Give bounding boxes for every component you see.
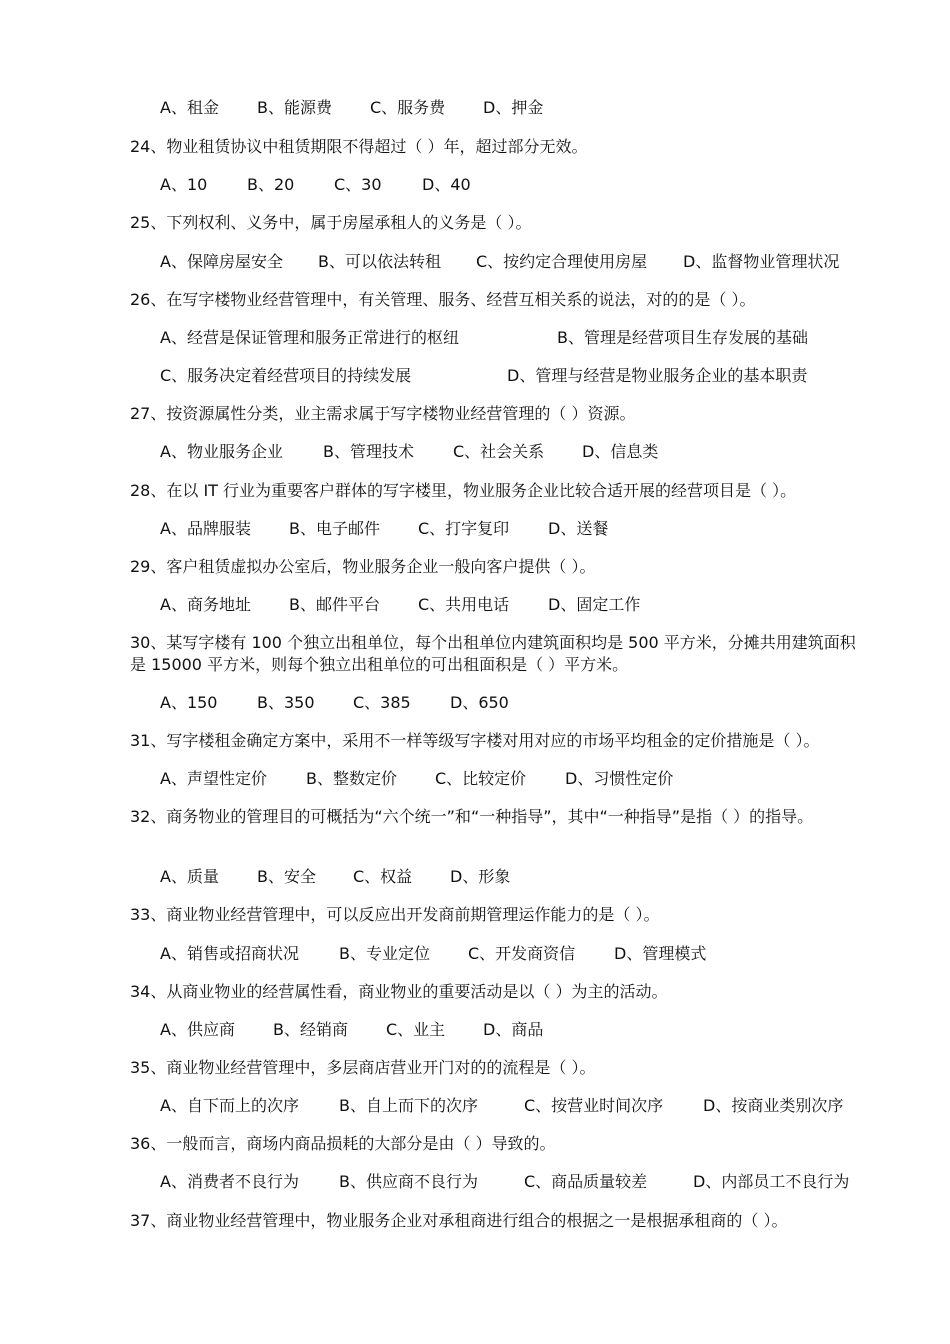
- answer-option: D、形象: [450, 867, 511, 886]
- answer-option: D、押金: [483, 98, 544, 117]
- answer-option: D、商品: [483, 1020, 544, 1039]
- answer-option: C、比较定价: [435, 769, 527, 788]
- answer-option: D、内部员工不良行为: [693, 1172, 850, 1191]
- question-text: 33、商业物业经营管理中，可以反应出开发商前期管理运作能力的是（ ）。: [130, 905, 660, 924]
- answer-option: A、质量: [160, 867, 219, 886]
- question-text: 27、按资源属性分类，业主需求属于写字楼物业经营管理的（ ）资源。: [130, 404, 636, 423]
- question-text: 29、客户租赁虚拟办公室后，物业服务企业一般向客户提供（ ）。: [130, 557, 596, 576]
- answer-option: B、350: [257, 693, 315, 712]
- answer-option: C、30: [334, 175, 382, 194]
- question-text: 31、写字楼租金确定方案中，采用不一样等级写字楼对用对应的市场平均租金的定价措施是（ ）。: [130, 731, 820, 750]
- answer-option: B、邮件平台: [289, 595, 380, 614]
- answer-option: C、服务决定着经营项目的持续发展: [160, 366, 412, 385]
- answer-option: C、权益: [353, 867, 413, 886]
- answer-option: C、服务费: [370, 98, 446, 117]
- answer-option: B、整数定价: [306, 769, 397, 788]
- answer-option: C、385: [353, 693, 411, 712]
- answer-option: C、打字复印: [418, 519, 510, 538]
- answer-option: A、150: [160, 693, 218, 712]
- question-text: 28、在以 IT 行业为重要客户群体的写字楼里，物业服务企业比较合适开展的经营项目是（ ）。: [130, 481, 797, 500]
- answer-option: A、10: [160, 175, 208, 194]
- question-text: 25、下列权利、义务中，属于房屋承租人的义务是（ ）。: [130, 213, 532, 232]
- answer-option: D、监督物业管理状况: [683, 252, 840, 271]
- answer-option: C、共用电话: [418, 595, 510, 614]
- answer-option: D、650: [450, 693, 509, 712]
- answer-option: C、开发商资信: [468, 944, 576, 963]
- answer-option: C、社会关系: [453, 442, 545, 461]
- answer-option: C、按约定合理使用房屋: [476, 252, 648, 271]
- answer-option: B、安全: [257, 867, 316, 886]
- question-text: 36、一般而言，商场内商品损耗的大部分是由（ ）导致的。: [130, 1134, 556, 1153]
- answer-option: A、物业服务企业: [160, 442, 283, 461]
- answer-option: B、电子邮件: [289, 519, 380, 538]
- answer-option: D、习惯性定价: [565, 769, 674, 788]
- answer-option: A、租金: [160, 98, 219, 117]
- answer-option: B、专业定位: [339, 944, 430, 963]
- answer-option: B、管理是经营项目生存发展的基础: [557, 328, 808, 347]
- answer-option: A、销售或招商状况: [160, 944, 299, 963]
- question-text: 26、在写字楼物业经营管理中，有关管理、服务、经营互相关系的说法，对的的是（ ）。: [130, 290, 756, 309]
- answer-option: A、保障房屋安全: [160, 252, 283, 271]
- answer-option: B、经销商: [273, 1020, 348, 1039]
- answer-option: B、能源费: [257, 98, 332, 117]
- answer-option: D、管理模式: [614, 944, 707, 963]
- answer-option: A、品牌服装: [160, 519, 251, 538]
- question-text: 37、商业物业经营管理中，物业服务企业对承租商进行组合的根据之一是根据承租商的（ ）。: [130, 1211, 788, 1230]
- answer-option: B、自上而下的次序: [339, 1096, 478, 1115]
- answer-option: B、管理技术: [323, 442, 414, 461]
- answer-option: B、供应商不良行为: [339, 1172, 478, 1191]
- answer-option: C、业主: [386, 1020, 446, 1039]
- question-text: 34、从商业物业的经营属性看，商业物业的重要活动是以（ ）为主的活动。: [130, 982, 668, 1001]
- answer-option: A、消费者不良行为: [160, 1172, 299, 1191]
- question-text: 32、商务物业的管理目的可概括为“六个统一”和“一种指导”，其中“一种指导”是指（ ）的指导。: [130, 807, 814, 826]
- answer-option: A、自下而上的次序: [160, 1096, 299, 1115]
- answer-option: B、20: [247, 175, 295, 194]
- answer-option: A、声望性定价: [160, 769, 267, 788]
- answer-option: B、可以依法转租: [318, 252, 441, 271]
- answer-option: D、固定工作: [548, 595, 641, 614]
- answer-option: C、商品质量较差: [524, 1172, 648, 1191]
- question-text: 24、物业租赁协议中租赁期限不得超过（ ）年，超过部分无效。: [130, 137, 588, 156]
- answer-option: D、管理与经营是物业服务企业的基本职责: [507, 366, 808, 385]
- question-text: 30、某写字楼有 100 个独立出租单位，每个出租单位内建筑面积均是 500 平方米，分摊共用建筑面积是 15000 平方米，则每个独立出租单位的可出租面积是（ ）平方米。: [130, 633, 856, 674]
- answer-option: C、按营业时间次序: [524, 1096, 664, 1115]
- answer-option: A、供应商: [160, 1020, 235, 1039]
- answer-option: D、40: [422, 175, 471, 194]
- answer-option: A、商务地址: [160, 595, 251, 614]
- answer-option: D、按商业类别次序: [703, 1096, 844, 1115]
- answer-option: D、信息类: [582, 442, 659, 461]
- answer-option: A、经营是保证管理和服务正常进行的枢纽: [160, 328, 459, 347]
- question-text: 35、商业物业经营管理中，多层商店营业开门对的的流程是（ ）。: [130, 1058, 596, 1077]
- answer-option: D、送餐: [548, 519, 609, 538]
